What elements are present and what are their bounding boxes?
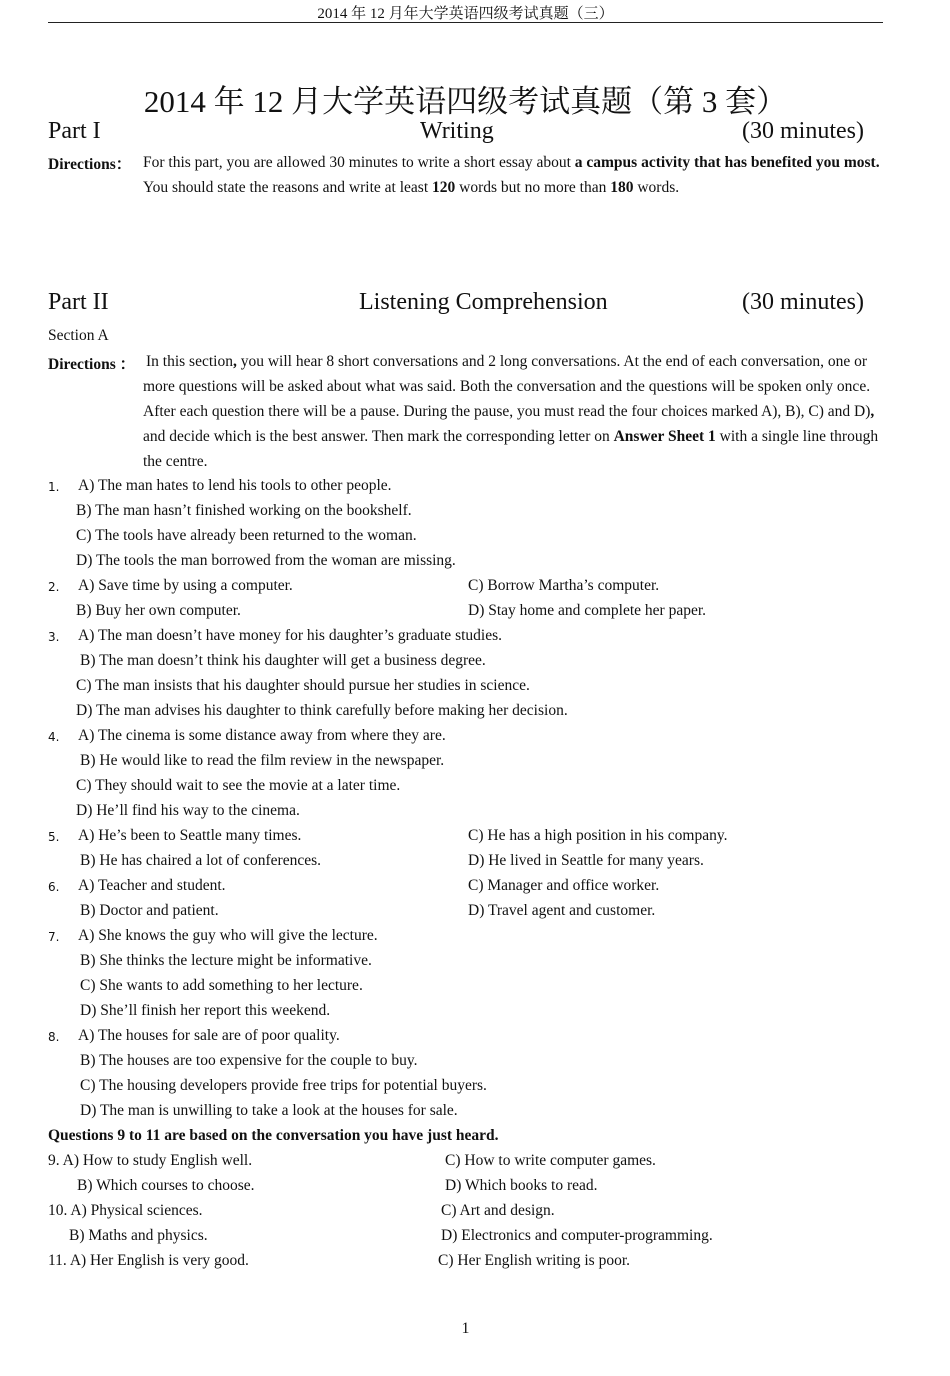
q5-option-d: D) He lived in Seattle for many years. <box>468 852 704 869</box>
page-title: 2014 年 12 月大学英语四级考试真题（第 3 套） <box>143 84 788 119</box>
q6-option-b: B) Doctor and patient. <box>80 902 219 919</box>
part1-directions: For this part, you are allowed 30 minutes to write a short essay about a campus activity that has benefited you most. You should state the reasons and write at least 120 words but no more than 180 words. <box>143 154 880 196</box>
q9-option-c: C) How to write computer games. <box>445 1152 656 1169</box>
q9-option-a: 9. A) How to study English well. <box>48 1152 253 1169</box>
q5-option-a: A) He’s been to Seattle many times. <box>78 827 302 844</box>
q7-option-b: B) She thinks the lecture might be informative. <box>80 952 372 969</box>
q2-number: 2. <box>48 580 60 594</box>
q7-number: 7. <box>48 930 60 944</box>
q11-option-a: 11. A) Her English is very good. <box>48 1252 249 1269</box>
q3-option-d: D) The man advises his daughter to think carefully before making her decision. <box>76 702 568 719</box>
q10-option-d: D) Electronics and computer-programming. <box>441 1227 713 1244</box>
q6-option-d: D) Travel agent and customer. <box>468 902 656 919</box>
q1-option-d: D) The tools the man borrowed from the woman are missing. <box>76 552 456 569</box>
part2-directions: In this section, you will hear 8 short conversations and 2 long conversations. At the end of each conversation, one or more questions will be asked about what was said. Both the conversation and the questions will be spoken only once. After each question there will be a pause. During the pause, you must read the four choices marked A), B), C) and D), and decide which is the best answer. Then mark the corresponding letter on Answer Sheet 1 with a single line through the centre. <box>143 353 879 470</box>
part1-name: Writing <box>420 118 494 144</box>
header-rule <box>48 22 883 23</box>
q4-option-c: C) They should wait to see the movie at a later time. <box>76 777 401 794</box>
q2-option-c: C) Borrow Martha’s computer. <box>468 577 660 594</box>
q11-option-c: C) Her English writing is poor. <box>438 1252 631 1269</box>
q4-option-a: A) The cinema is some distance away from where they are. <box>78 727 446 744</box>
q8-option-b: B) The houses are too expensive for the couple to buy. <box>80 1052 418 1069</box>
part2-directions-label: Directions ： <box>48 356 136 373</box>
q9-option-d: D) Which books to read. <box>445 1177 598 1194</box>
part1-time: (30 minutes) <box>742 118 864 144</box>
long-conversation-heading: Questions 9 to 11 are based on the conversation you have just heard. <box>48 1127 499 1144</box>
q10-option-a: 10. A) Physical sciences. <box>48 1202 203 1219</box>
q4-option-b: B) He would like to read the film review in the newspaper. <box>80 752 445 769</box>
q5-option-b: B) He has chaired a lot of conferences. <box>80 852 321 869</box>
q7-option-c: C) She wants to add something to her lecture. <box>80 977 363 994</box>
part1-label: Part I <box>48 118 101 144</box>
part2-label: Part II <box>48 289 109 315</box>
q8-option-c: C) The housing developers provide free trips for potential buyers. <box>80 1077 487 1094</box>
q7-option-d: D) She’ll finish her report this weekend. <box>80 1002 331 1019</box>
part2-name: Listening Comprehension <box>359 289 608 315</box>
q2-option-a: A) Save time by using a computer. <box>78 577 293 594</box>
q4-number: 4. <box>48 730 60 744</box>
q9-option-b: B) Which courses to choose. <box>77 1177 255 1194</box>
q5-number: 5. <box>48 830 60 844</box>
q4-option-d: D) He’ll find his way to the cinema. <box>76 802 300 819</box>
q1-option-a: A) The man hates to lend his tools to other people. <box>78 477 392 494</box>
q6-number: 6. <box>48 880 60 894</box>
q3-option-b: B) The man doesn’t think his daughter will get a business degree. <box>80 652 486 669</box>
q1-option-b: B) The man hasn’t finished working on the bookshelf. <box>76 502 412 519</box>
q10-option-b: B) Maths and physics. <box>69 1227 208 1244</box>
q3-option-a: A) The man doesn’t have money for his daughter’s graduate studies. <box>78 627 502 644</box>
page-number: 1 <box>461 1320 470 1337</box>
q8-number: 8. <box>48 1030 60 1044</box>
q2-option-d: D) Stay home and complete her paper. <box>468 602 707 619</box>
q8-option-a: A) The houses for sale are of poor quality. <box>78 1027 340 1044</box>
part2-time: (30 minutes) <box>742 289 864 315</box>
q10-option-c: C) Art and design. <box>441 1202 555 1219</box>
q3-option-c: C) The man insists that his daughter should pursue her studies in science. <box>76 677 530 694</box>
q5-option-c: C) He has a high position in his company. <box>468 827 728 844</box>
running-header: 2014 年 12 月年大学英语四级考试真题（三） <box>317 6 614 22</box>
q6-option-c: C) Manager and office worker. <box>468 877 660 894</box>
q6-option-a: A) Teacher and student. <box>78 877 226 894</box>
q2-option-b: B) Buy her own computer. <box>76 602 241 619</box>
q3-number: 3. <box>48 630 60 644</box>
q7-option-a: A) She knows the guy who will give the lecture. <box>78 927 378 944</box>
part1-directions-label: Directions： <box>48 156 132 173</box>
section-a-label: Section A <box>48 327 109 344</box>
q8-option-d: D) The man is unwilling to take a look at the houses for sale. <box>80 1102 458 1119</box>
q1-option-c: C) The tools have already been returned to the woman. <box>76 527 417 544</box>
q1-number: 1. <box>48 480 60 494</box>
